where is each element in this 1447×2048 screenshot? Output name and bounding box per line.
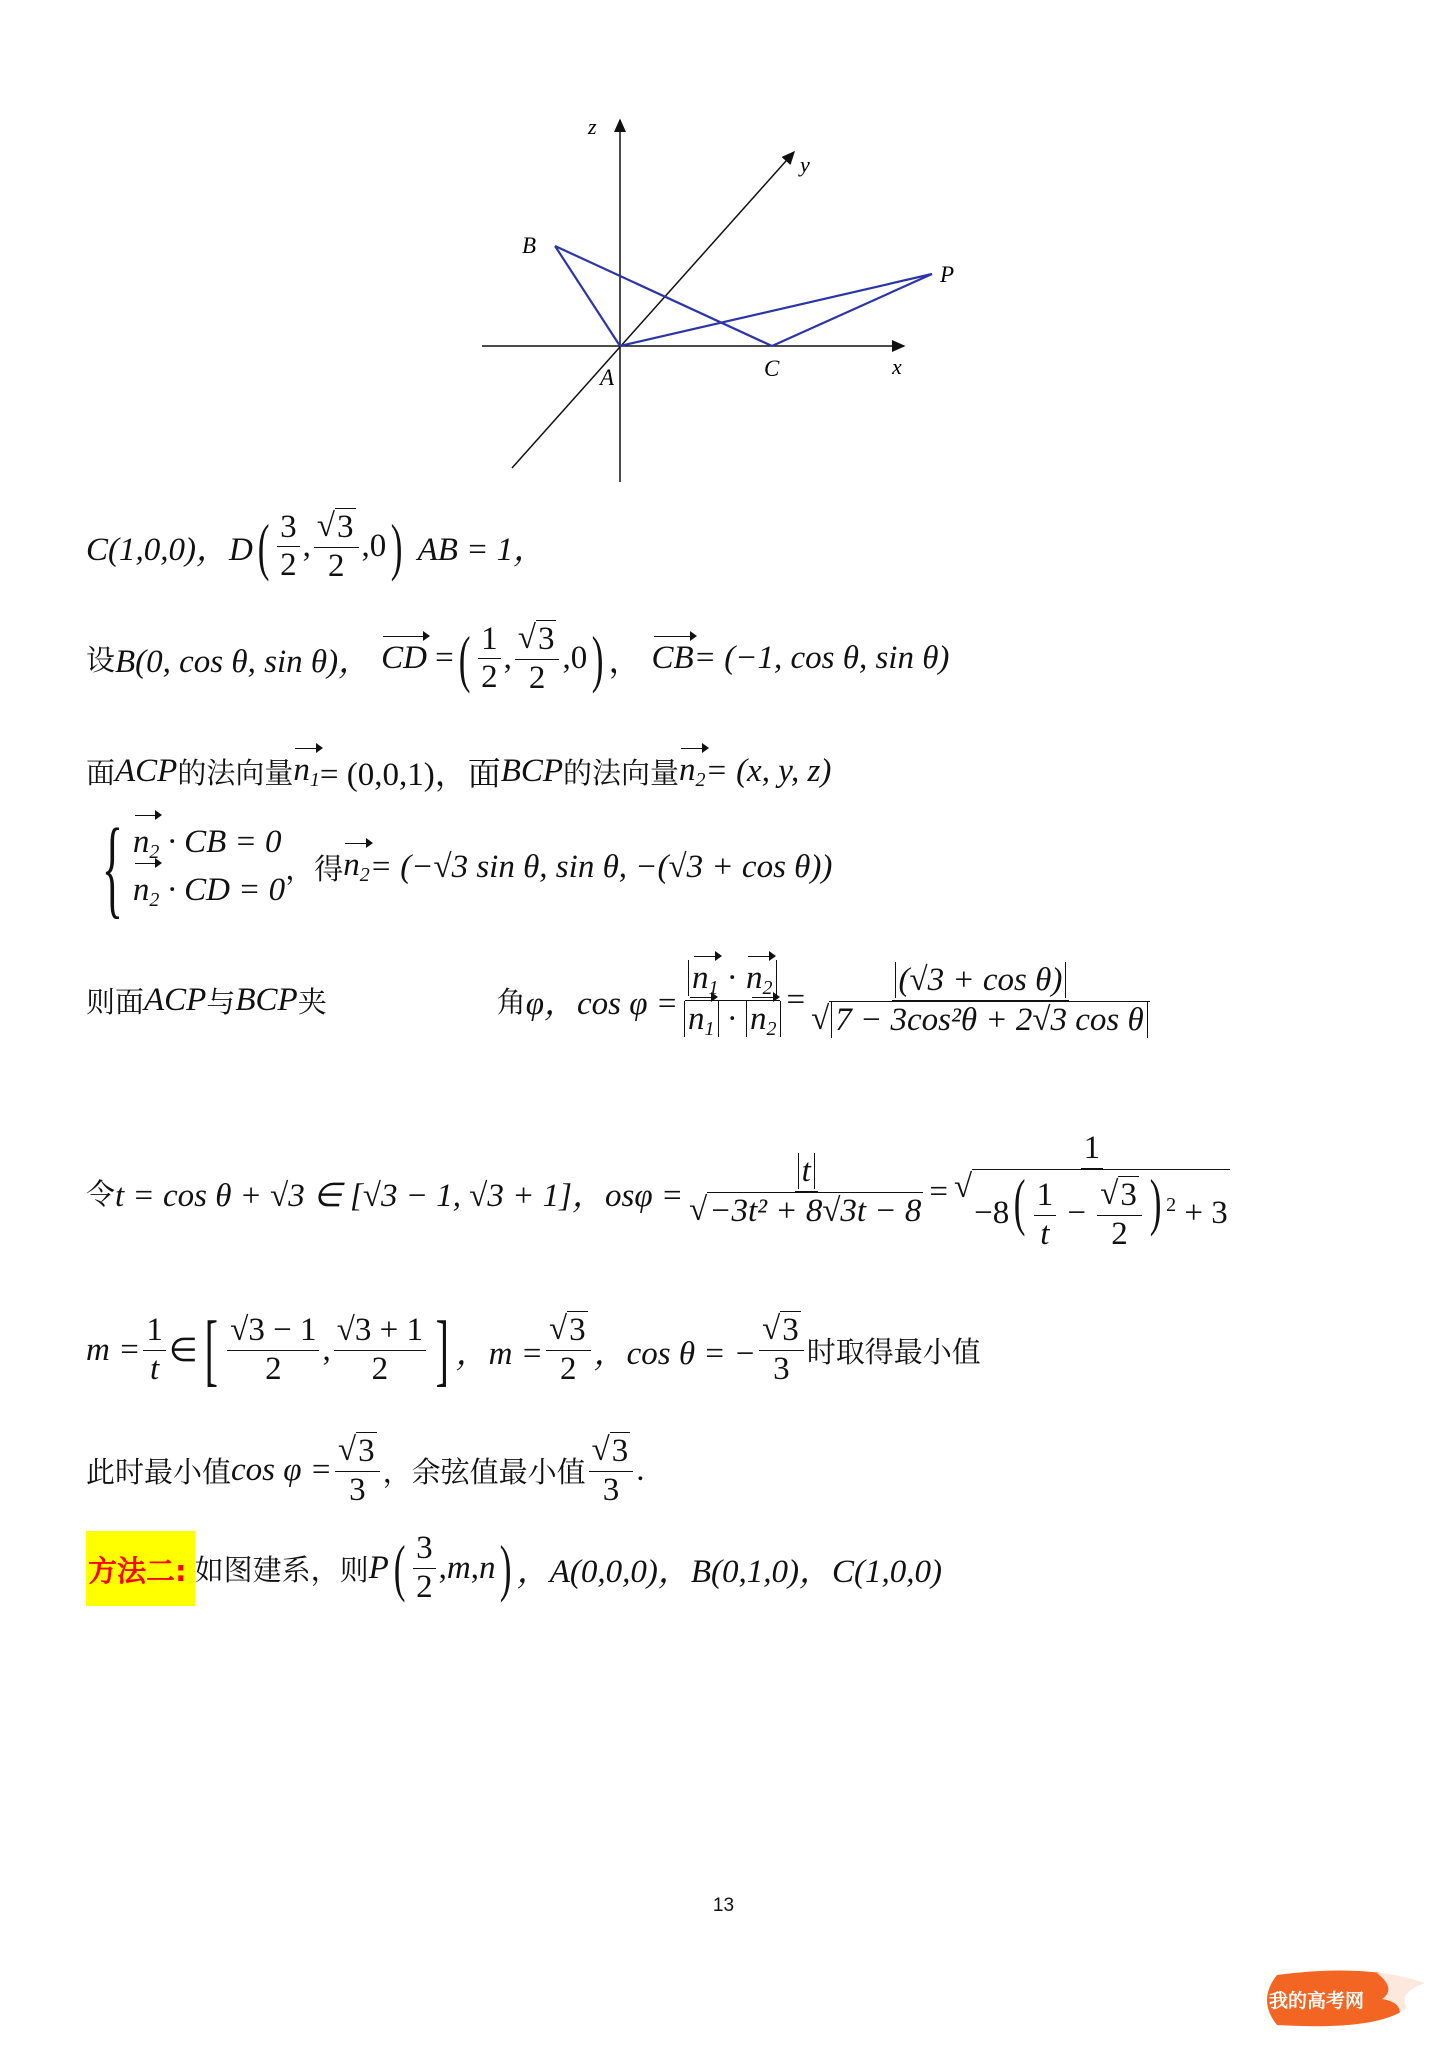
plane-acp: ACP xyxy=(115,753,178,789)
segment-AP xyxy=(620,274,932,346)
line-9: 方法二: 如图建系，则 P ( $\frac{3}{2}$ , m , n ) ，A(0,0,0)，B(0,1,0)，C(1,0,0) xyxy=(88,1530,943,1605)
normal-n1: $n_1$ xyxy=(293,751,320,791)
y-axis xyxy=(512,152,794,468)
fraction-3-2: $\frac{3}{2}$ xyxy=(277,509,300,586)
line-6: 令 t = cos θ + √3 ∈ [√3 − 1, √3 + 1]，osφ = t √ −3t² + 8√3t − 8 = 1 √ −8( $\frac{1}{t}$ − √ 3 2 ) $^2$ + 3 xyxy=(86,1130,1236,1254)
point-label-A: A xyxy=(600,365,615,390)
vector-cb: CB xyxy=(651,640,694,677)
x-label: x xyxy=(892,354,902,379)
line-4-system: { $n_2$ · CB = 0 $n_2$ · CD = 0 ，得 $n_2$ = (−√3 sin θ, sin θ, −(√3 + cos θ)) xyxy=(101,806,833,928)
ab-length: AB = 1， xyxy=(417,532,547,569)
normal-n2: $n_2$ xyxy=(679,751,706,791)
segment-CP xyxy=(772,274,932,346)
vector-cd: CD xyxy=(381,640,427,677)
line-2: 设 B(0, cos θ, sin θ)， CD = ( $\frac{1}{2}$ , √ 3 2 ,0 ) ， CB = (−1, cos θ, sin θ) xyxy=(86,620,950,696)
site-logo xyxy=(1257,1963,1437,2033)
line-8: 此时最小值 cos φ = √ 3 3 ，余弦值最小值 √ 3 3 . xyxy=(86,1432,645,1508)
svg-text:我的高考网: 我的高考网 xyxy=(1269,1990,1365,2012)
line-3: 面 ACP 的法向量 $n_1$ = (0,0,1)，面 BCP 的法向量 $n_2$ = (x, y, z) xyxy=(86,751,832,793)
point-label-C: C xyxy=(764,356,780,381)
plane-bcp: BCP xyxy=(500,753,564,789)
coordinate-figure xyxy=(460,110,980,490)
n2-result: = (−√3 sin θ, sin θ, −(√3 + cos θ)) xyxy=(369,848,833,885)
left-brace: { xyxy=(101,806,123,928)
line-5: 则面 ACP 与 BCP 夹 角 φ，cos φ = $\frac{n_1 \cdot n_2}{n_1 \cdot n_2}$ = (√3 + cos θ) √ 7 − 3cos²θ + 2√3 cos θ xyxy=(86,960,1156,1041)
z-label: z xyxy=(588,114,597,139)
text-set: 设 xyxy=(86,643,116,678)
vector-cb-value: = (−1, cos θ, sin θ) xyxy=(693,640,950,677)
line-1: C(1,0,0)，D ( $\frac{3}{2}$ , √ 3 2 ,0 ) AB = 1， xyxy=(86,508,547,584)
point-label-B: B xyxy=(522,233,537,258)
fraction-sqrt3-2: √ 3 2 xyxy=(314,508,359,586)
point-b-coords: B(0, cos θ, sin θ)， xyxy=(115,644,372,681)
y-label: y xyxy=(800,152,810,177)
method-two-label: 方法二: xyxy=(86,1531,195,1606)
line-7: m = $\frac{1}{t}$ ∈ [ $\frac{√3 - 1}{2}$ , $\frac{√3 + 1}{2}$ ] ，m = √ 3 2 ，cos θ = − √ 3 3 时取得最小值 xyxy=(86,1306,981,1394)
point-label-P: P xyxy=(940,262,955,287)
page-number: 13 xyxy=(712,1895,735,1916)
paren-right: ) xyxy=(391,510,403,582)
one-over-root-fraction: 1 √ −8( $\frac{1}{t}$ − √ 3 2 ) $^2$ + 3 xyxy=(954,1130,1228,1253)
cd-coords: C(1,0,0)，D xyxy=(86,532,253,569)
paren-left: ( xyxy=(257,510,270,582)
equation-system: $n_2$ · CB = 0 $n_2$ · CD = 0 xyxy=(133,819,285,915)
one-over-t: $\frac{1}{t}$ xyxy=(143,1312,166,1389)
t-fraction: t √ −3t² + 8√3t − 8 xyxy=(689,1153,922,1230)
cos-phi-fraction-1: $\frac{n_1 \cdot n_2}{n_1 \cdot n_2}$ xyxy=(681,960,784,1041)
cos-phi-fraction-2: (√3 + cos θ) √ 7 − 3cos²θ + 2√3 cos θ xyxy=(808,962,1153,1040)
